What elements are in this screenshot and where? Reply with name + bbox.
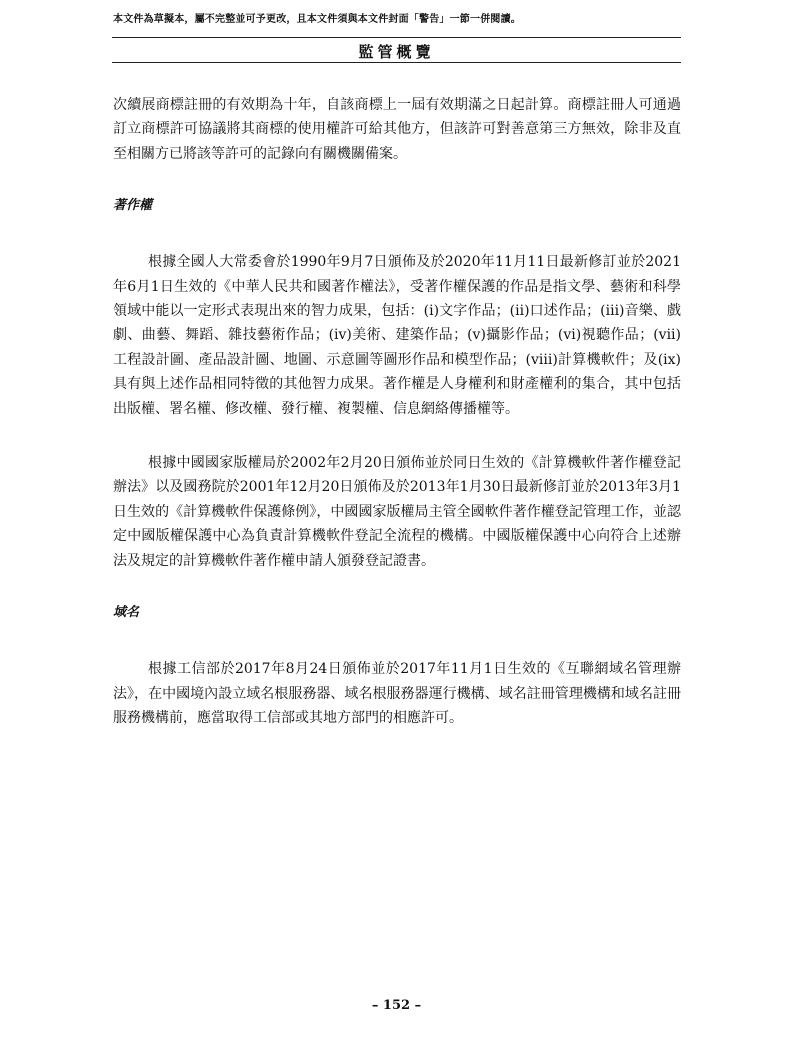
paragraph-copyright-law: 根據全國人大常委會於1990年9月7日頒佈及於2020年11月11日最新修訂並於2021年6月1日生效的《中華人民共和國著作權法》，受著作權保護的作品是指文學、藝術和科學領域中能以一定形式表現出來的智力成果，包括：(i)文字作品；(ii)口述作品；(iii)音樂、戲劇、曲藝、舞蹈、雜技藝術作品；(iv)美術、建築作品；(v)攝影作品；(vi)視聽作品；(vii)工程設計圖、產品設計圖、地圖、示意圖等圖形作品和模型作品；(viii)計算機軟件；及(ix)具有與上述作品相同特徵的其他智力成果。著作權是人身權利和財產權利的集合，其中包括出版權、署名權、修改權、發行權、複製權、信息網絡傳播權等。	[113, 254, 681, 417]
paragraph-software-copyright: 根據中國國家版權局於2002年2月20日頒佈並於同日生效的《計算機軟件著作權登記辦法》以及國務院於2001年12月20日頒佈及於2013年1月30日最新修訂並於2013年3月1日生效的《計算機軟件保護條例》，中國國家版權局主管全國軟件著作權登記管理工作，並認定中國版權保護中心為負責計算機軟件登記全流程的機構。中國版權保護中心向符合上述辦法及規定的計算機軟件著作權申請人頒發登記證書。	[113, 455, 681, 569]
page-number: – 152 –	[371, 998, 422, 1013]
heading-domain-name: 域名	[113, 605, 140, 621]
draft-disclaimer: 本文件為草擬本，屬不完整並可予更改，且本文件須與本文件封面「警告」一節一併閱讀。	[113, 14, 521, 25]
header-rule-bottom	[112, 62, 681, 63]
section-title: 監管概覽	[358, 43, 435, 61]
document-body	[113, 93, 681, 730]
heading-copyright: 著作權	[113, 198, 153, 214]
header-rule-top	[112, 37, 681, 38]
paragraph-domain-name: 根據工信部於2017年8月24日頒佈並於2017年11月1日生效的《互聯網域名管理辦法》，在中國境內設立域名根服務器、域名根服務器運行機構、域名註冊管理機構和域名註冊服務機構前，應當取得工信部或其地方部門的相應許可。	[113, 661, 681, 726]
paragraph-trademark-continuation: 次續展商標註冊的有效期為十年，自該商標上一屆有效期滿之日起計算。商標註冊人可通過訂立商標許可協議將其商標的使用權許可給其他方，但該許可對善意第三方無效，除非及直至相關方已將該等許可的記錄向有關機關備案。	[113, 97, 681, 162]
